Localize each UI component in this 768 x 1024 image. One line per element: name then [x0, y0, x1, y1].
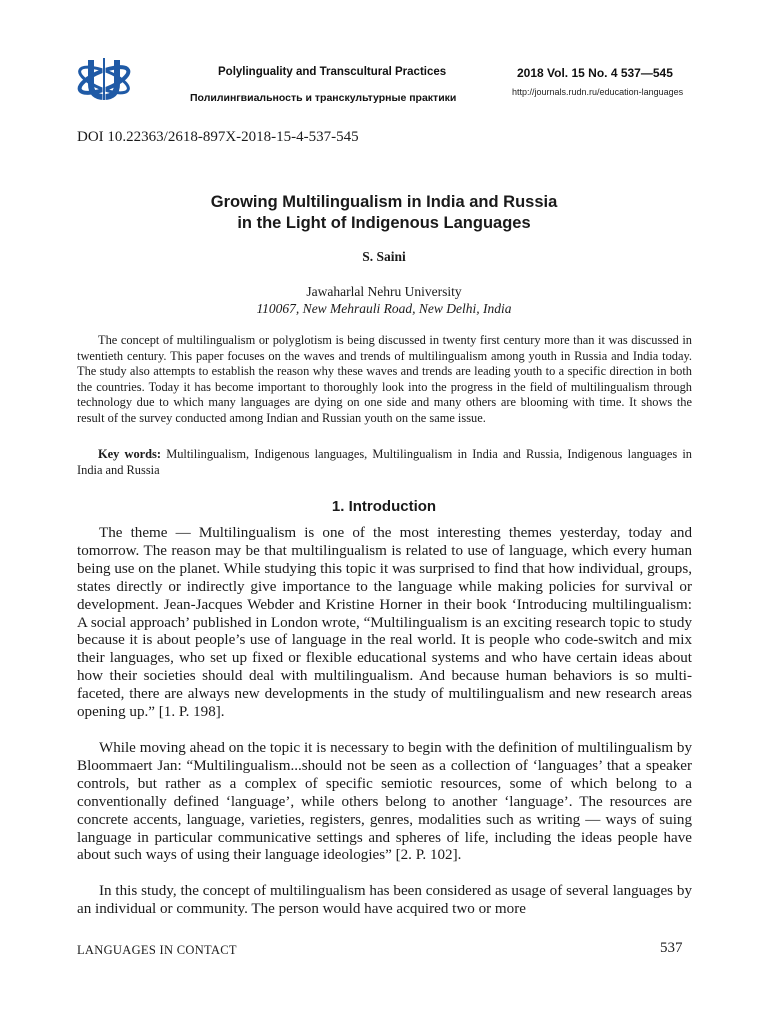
keywords [77, 447, 692, 478]
body-paragraph: In this study, the concept of multilingualism has been considered as usage of several languages by an individual or community. The person would have acquired two or more [77, 883, 692, 917]
rudn-university-logo-icon [74, 50, 136, 108]
article-title-line-2: in the Light of Indigenous Languages [237, 214, 531, 232]
affiliation-block [76, 283, 692, 317]
body-paragraph: The theme — Multilingualism is one of the most interesting themes yesterday, today and tomorrow. The reason may be that multilingualism is related to use of language, which every human being use on the planet. While studying this topic it was surprised to find that how individual, groups, states directly or indirectly give importance to the language while making policies for survival or development. Jean-Jacques Webder and Kristine Horner in their book ‘Introducing multilingualism: A social approach’ published in London wrote, “Multilingualism is an exciting research topic to study because it is about people’s use of language in the real world. It is people who code-switch and mix their languages, who set up fixed or flexible educational systems and who have certain ideas about how their societies should deal with multilingualism. And because human behaviors is so multi-faceted, there are always new developments in the study of multilingualism and new research areas opening up.” [1. P. 198]. [77, 525, 692, 721]
keywords-text: Multilingualism, Indigenous languages, Multilingualism in India and Russia, Indigenous languages in India and Russia [77, 447, 692, 477]
running-footer-section: LANGUAGES IN CONTACT [77, 943, 237, 957]
affiliation: Jawaharlal Nehru University [306, 284, 462, 299]
author-name: S. Saini [362, 249, 406, 264]
journal-url-link[interactable]: http://journals.rudn.ru/education-languages [512, 87, 684, 97]
article-title [76, 192, 692, 234]
journal-title-ru: Полилингвиальность и транскультурные практики [190, 92, 457, 104]
keywords-label: Key words: [98, 447, 162, 461]
issue-info: 2018 Vol. 15 No. 4 537—545 [517, 66, 673, 80]
doi-line: DOI 10.22363/2618-897X-2018-15-4-537-545 [77, 129, 359, 145]
section-heading: 1. Introduction [331, 498, 437, 515]
body-paragraph: While moving ahead on the topic it is necessary to begin with the definition of multilingualism by Bloommaert Jan: “Multilingualism...should not be seen as a collection of ‘languages’ that a speaker controls, but rather as a complex of specific semiotic resources, some of which belong to a conventionally defined ‘language’, while others belong to another ‘language’. The resources are concrete accents, language, varieties, registers, genres, modalities such as writing — ways of suing language in particular communicative settings and spheres of life, including the ideas people have about such ways of using their language ideologies” [2. P. 102]. [77, 740, 692, 864]
page-number: 537 [660, 940, 683, 956]
journal-title-en: Polylinguality and Transcultural Practices [218, 66, 447, 78]
abstract: The concept of multilingualism or polyglotism is being discussed in twenty first century more than it was discussed in twentieth century. This paper focuses on the waves and trends of multilingualism among youth in Russia and India today. The study also attempts to establish the reason why these waves and trends are leading youth to a specific direction in both the countries. Today it has become important to thoroughly look into the progress in the field of multilingualism through technology due to which many languages are dying on one side and many others are blooming with time. It shows the result of the survey conducted among Indian and Russian youth on the same issue. [77, 333, 692, 425]
article-title-line-1: Growing Multilingualism in India and Russia [210, 193, 558, 211]
affiliation-address: 110067, New Mehrauli Road, New Delhi, India [256, 301, 512, 316]
